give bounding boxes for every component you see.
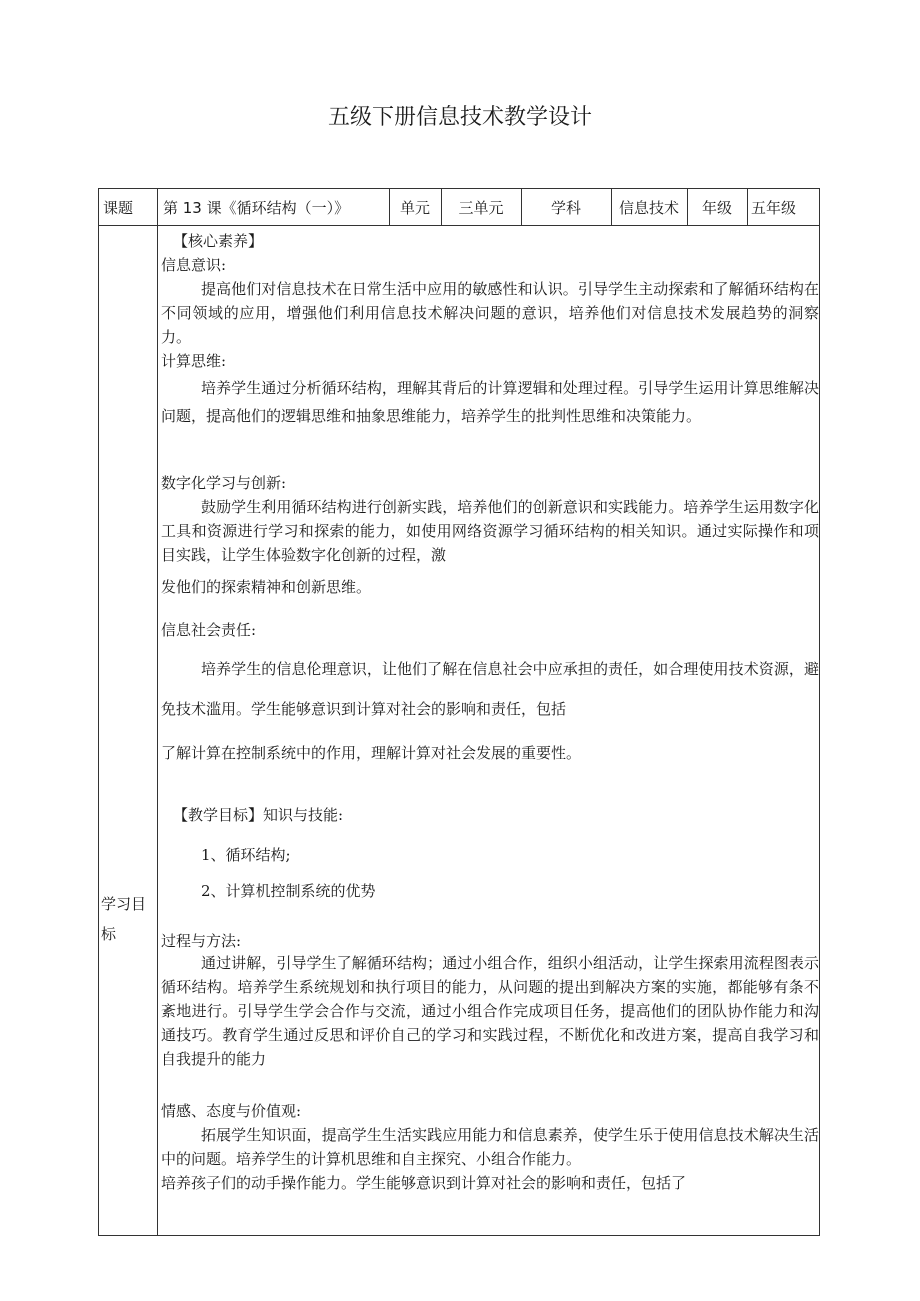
digital-heading: 数字化学习与创新: [161, 474, 287, 492]
info-awareness-text: 提高他们对信息技术在日常生活中应用的敏感性和认识。引导学生主动探索和了解循环结构在不同领域的应用，增强他们利用信息技术解决问题的意识，培养他们对信息技术发展趋势的洞察力。 [161, 280, 819, 346]
teaching-goals-heading: 【教学目标】知识与技能: [173, 806, 344, 824]
core-heading: 【核心素养】 [173, 232, 264, 250]
process-text: 通过讲解，引导学生了解循环结构；通过小组合作，组织小组活动，让学生探索用流程图表示循环结构。培养学生系统规划和执行项目的能力，从问题的提出到解决方案的实施，都能够有条不紊地进行。引导学生学会合作与交流，通过小组合作完成项目任务，提高他们的团队协作能力和沟通技巧。教育学生通过反思和评价自己的学习和实践过程，不断优化和改进方案，提高自我学习和自我提升的能力 [161, 954, 819, 1068]
comp-thinking-text: 培养学生通过分析循环结构，理解其背后的计算逻辑和处理过程。引导学生运用计算思维解决问题，提高他们的逻辑思维和抽象思维能力，培养学生的批判性思维和决策能力。 [161, 379, 819, 425]
header-grade-value: 五年级 [751, 198, 797, 217]
social-heading: 信息社会责任: [161, 621, 257, 639]
header-subject-label: 学科 [550, 198, 581, 217]
info-awareness-heading: 信息意识: [161, 256, 227, 274]
emotion-text: 拓展学生知识面，提高学生生活实践应用能力和信息素养，使学生乐于使用信息技术解决生活中的问题。培养学生的计算机思维和自主探究、小组合作能力。 [161, 1126, 819, 1168]
lesson-table [98, 188, 820, 1236]
social-text-continued: 了解计算在控制系统中的作用，理解计算对社会发展的重要性。 [161, 744, 582, 762]
header-divider [99, 225, 819, 226]
goal-item: 2、计算机控制系统的优势 [201, 882, 376, 900]
emotion-heading: 情感、态度与价值观: [161, 1102, 302, 1120]
header-topic-label: 课题 [103, 198, 134, 217]
emotion-text-continued: 培养孩子们的动手操作能力。学生能够意识到计算对社会的影响和责任，包括了 [161, 1174, 687, 1192]
header-unit-value: 三单元 [458, 198, 504, 217]
process-heading: 过程与方法: [161, 932, 242, 950]
side-label-line: 学习目 [101, 895, 147, 913]
side-label-line: 标 [101, 925, 117, 943]
page-title: 五级下册信息技术教学设计 [327, 105, 592, 130]
goal-item: 1、循环结构; [201, 846, 291, 864]
learning-objectives-label [99, 889, 159, 949]
comp-thinking-heading: 计算思维: [161, 352, 227, 370]
social-text: 培养学生的信息伦理意识，让他们了解在信息社会中应承担的责任，如合理使用技术资源，避免技术滥用。学生能够意识到计算对社会的影响和责任，包括 [161, 660, 819, 718]
header-subject-value: 信息技术 [618, 198, 679, 217]
header-grade-label: 年级 [701, 198, 732, 217]
header-unit-label: 单元 [399, 198, 430, 217]
digital-text: 鼓励学生利用循环结构进行创新实践，培养他们的创新意识和实践能力。培养学生运用数字化工具和资源进行学习和探索的能力，如使用网络资源学习循环结构的相关知识。通过实际操作和项目实践，让学生体验数字化创新的过程，激 [161, 498, 819, 564]
digital-text-continued: 发他们的探索精神和创新思维。 [161, 578, 372, 596]
header-lesson-title: 第 13 课《循环结构（一）》 [163, 198, 350, 217]
column-divider-main [157, 189, 158, 1235]
